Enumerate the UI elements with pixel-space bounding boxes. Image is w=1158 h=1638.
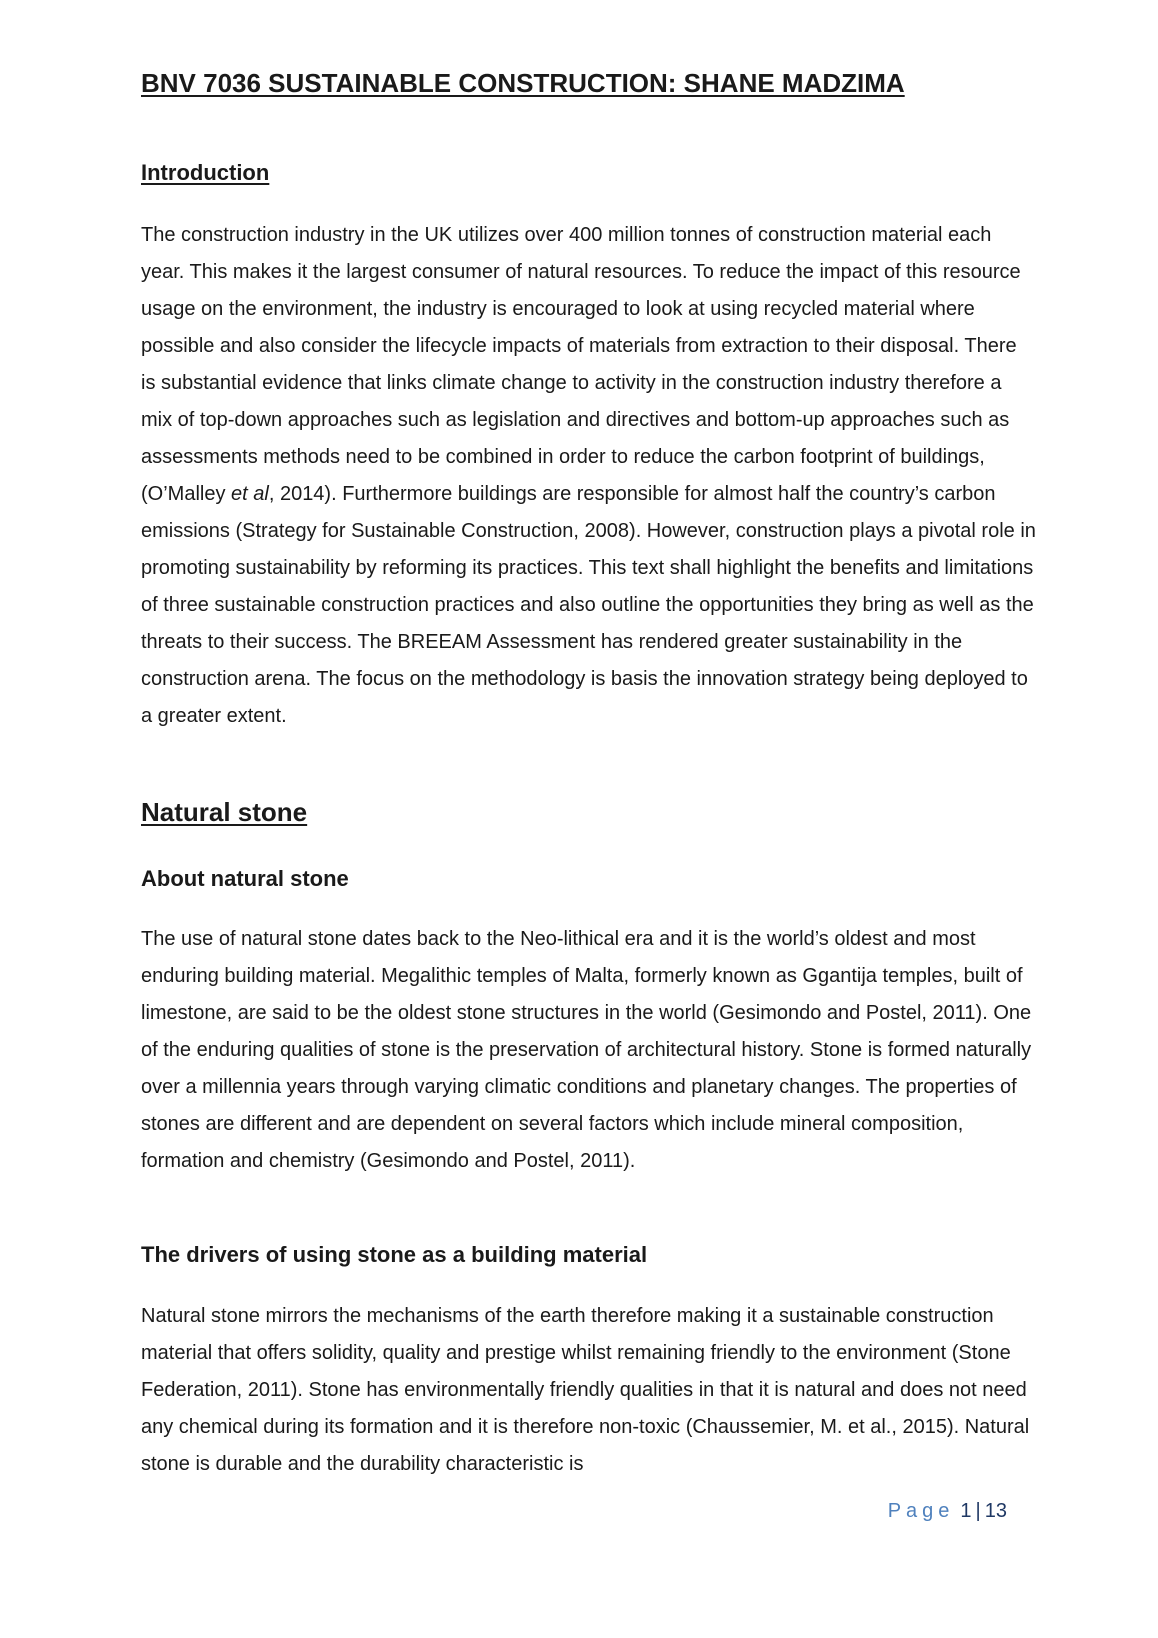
page-footer [141,1500,1031,1523]
introduction-text-part-2: , 2014). Furthermore buildings are responsible for almost half the country’s carbon emissions (Strategy for Sustainable Construction, 2008). However, construction plays a pivotal role in promoting sustainability by reforming its practices. This text shall highlight the benefits and limitations of three sustainable construction practices and also outline the opportunities they bring as well as the threats to their success. The BREEAM Assessment has rendered greater sustainability in the construction arena. The focus on the methodology is basis the innovation strategy being deployed to a greater extent. [141,483,1036,727]
introduction-paragraph [141,217,1036,735]
document-title: BNV 7036 SUSTAINABLE CONSTRUCTION: SHANE MADZIMA [141,68,905,98]
introduction-italic-citation: et al [231,483,269,505]
page-label: Page [887,1500,955,1522]
about-natural-stone-heading: About natural stone [141,866,349,891]
about-natural-stone-paragraph: The use of natural stone dates back to the Neo-lithical era and it is the world’s oldest and most enduring building material. Megalithic temples of Malta, formerly known as Ggantija temples, built of limestone, are said to be the oldest stone structures in the world (Gesimondo and Postel, 2011). One of the enduring qualities of stone is the preservation of architectural history. Stone is formed naturally over a millennia years through varying climatic conditions and planetary changes. The properties of stones are different and are dependent on several factors which include mineral composition, formation and chemistry (Gesimondo and Postel, 2011). [141,928,1032,1172]
drivers-heading: The drivers of using stone as a building material [141,1242,648,1267]
natural-stone-heading: Natural stone [141,797,308,827]
total-pages: 13 [984,1500,1007,1522]
page-separator: | [975,1500,981,1522]
introduction-text-part-1: The construction industry in the UK utilizes over 400 million tonnes of construction material each year. This makes it the largest consumer of natural resources. To reduce the impact of this resource usage on the environment, the industry is encouraged to look at using recycled material where possible and also consider the lifecycle impacts of materials from extraction to their disposal. There is substantial evidence that links climate change to activity in the construction industry therefore a mix of top-down approaches such as legislation and directives and bottom-up approaches such as assessments methods need to be combined in order to reduce the carbon footprint of buildings, (O’Malley [141,224,1021,505]
drivers-paragraph: Natural stone mirrors the mechanisms of the earth therefore making it a sustainable construction material that offers solidity, quality and prestige whilst remaining friendly to the environment (Stone Federation, 2011). Stone has environmentally friendly qualities in that it is natural and does not need any chemical during its formation and it is therefore non-toxic (Chaussemier, M. et al., 2015). Natural stone is durable and the durability characteristic is [141,1305,1030,1475]
introduction-heading: Introduction [141,160,270,185]
current-page-number: 1 [960,1500,972,1522]
